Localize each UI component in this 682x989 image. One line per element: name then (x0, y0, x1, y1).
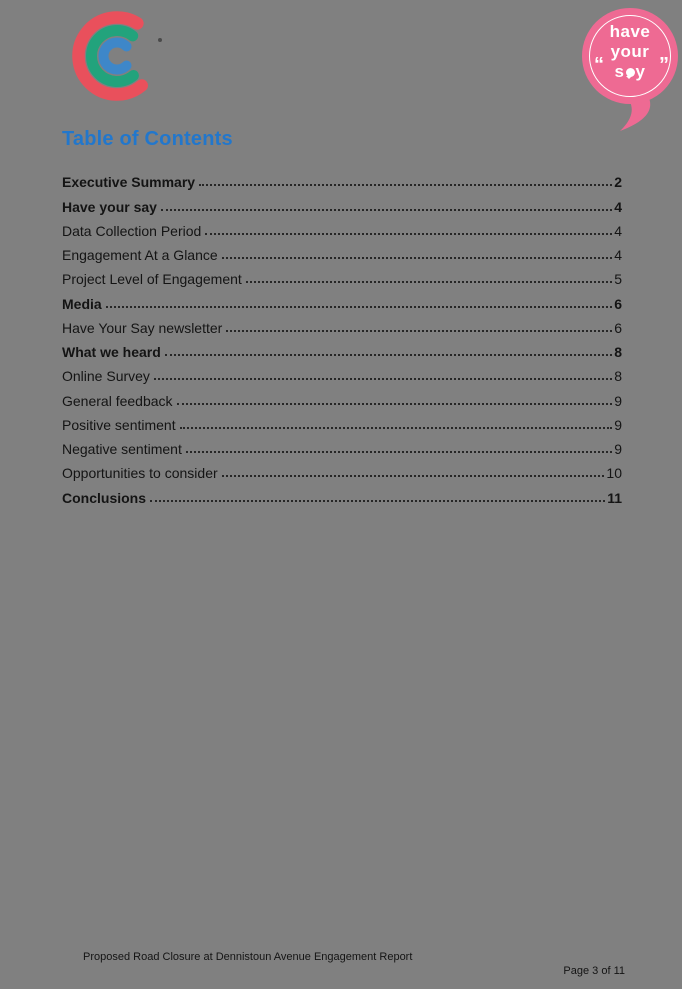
dotted-leader (177, 403, 613, 405)
toc-entry-row (62, 457, 622, 481)
toc-entry-page: 6 (614, 319, 622, 336)
open-quote-icon: “ (594, 54, 604, 76)
toc-entry-title[interactable]: Online Survey (62, 368, 150, 385)
toc-entry-row (62, 360, 622, 384)
toc-entry-row (62, 263, 622, 287)
bubble-line-1: have (609, 22, 651, 41)
toc-entry-title[interactable]: What we heard (62, 344, 161, 360)
toc-entry-title[interactable]: Have your say (62, 198, 157, 215)
toc-entry-row (62, 384, 622, 408)
toc-entry-page: 10 (606, 465, 622, 482)
dotted-leader (106, 306, 613, 308)
speech-bubble-circle (582, 8, 678, 104)
toc-entry-title[interactable]: Positive sentiment (62, 416, 176, 433)
dotted-leader (222, 475, 605, 477)
dotted-leader (180, 427, 613, 429)
dotted-leader (205, 233, 612, 235)
toc-entry-page: 6 (614, 295, 622, 312)
dotted-leader (165, 354, 612, 356)
toc-entry-title[interactable]: Conclusions (62, 489, 147, 506)
dotted-leader (222, 257, 613, 259)
council-logo (64, 6, 170, 106)
logo-inner-c-arc (104, 43, 127, 70)
dotted-leader (150, 500, 605, 502)
toc-entry-page: 8 (614, 368, 622, 385)
footer-page-indicator: Page 3 of 11 (563, 965, 625, 977)
toc-entry-title[interactable]: Have Your Say newsletter (62, 319, 223, 336)
toc-entry-title[interactable]: Negative sentiment (62, 441, 182, 457)
bubble-line-2: your (610, 42, 650, 61)
toc-entry-title[interactable]: Executive Summary (62, 174, 196, 191)
toc-entry-title[interactable]: Opportunities to consider (62, 465, 218, 482)
footer-document-title: Proposed Road Closure at Dennistoun Avenue Engagement Report (83, 951, 413, 963)
toc-entry-page: 4 (614, 222, 622, 239)
dotted-leader (226, 330, 612, 332)
toc-entry-row (62, 481, 622, 505)
table-of-contents (62, 166, 622, 506)
toc-entry-row (62, 433, 622, 457)
toc-entry-page: 2 (614, 174, 622, 191)
toc-entry-title[interactable]: Media (62, 295, 102, 312)
dotted-leader (161, 209, 612, 211)
toc-entry-page: 8 (614, 344, 622, 360)
toc-entry-page: 4 (614, 247, 622, 263)
toc-entry-page: 5 (614, 271, 622, 288)
registered-mark-dot (158, 38, 162, 42)
toc-entry-row (62, 239, 622, 263)
toc-entry-title[interactable]: Engagement At a Glance (62, 247, 218, 263)
dotted-leader (199, 184, 612, 186)
toc-entry-title[interactable]: Project Level of Engagement (62, 271, 242, 288)
dotted-leader (154, 378, 612, 380)
toc-entry-page: 11 (607, 489, 622, 506)
toc-entry-row (62, 166, 622, 190)
toc-entry-row (62, 409, 622, 433)
stylized-a-dot (626, 68, 635, 77)
have-your-say-logo (570, 3, 682, 134)
toc-entry-page: 9 (614, 392, 622, 409)
bubble-line-3: s y (614, 62, 646, 81)
toc-entry-page: 9 (614, 416, 622, 433)
toc-entry-row (62, 336, 622, 360)
close-quote-icon: ” (659, 54, 669, 76)
toc-entry-page: 9 (614, 441, 622, 457)
toc-entry-row (62, 215, 622, 239)
toc-entry-row (62, 287, 622, 311)
toc-entry-title[interactable]: Data Collection Period (62, 222, 202, 239)
toc-entry-row (62, 190, 622, 214)
toc-entry-row (62, 312, 622, 336)
toc-entry-title[interactable]: General feedback (62, 392, 173, 409)
dotted-leader (246, 281, 612, 283)
dotted-leader (186, 451, 612, 453)
toc-entry-page: 4 (614, 198, 622, 215)
toc-heading: Table of Contents (62, 128, 233, 150)
